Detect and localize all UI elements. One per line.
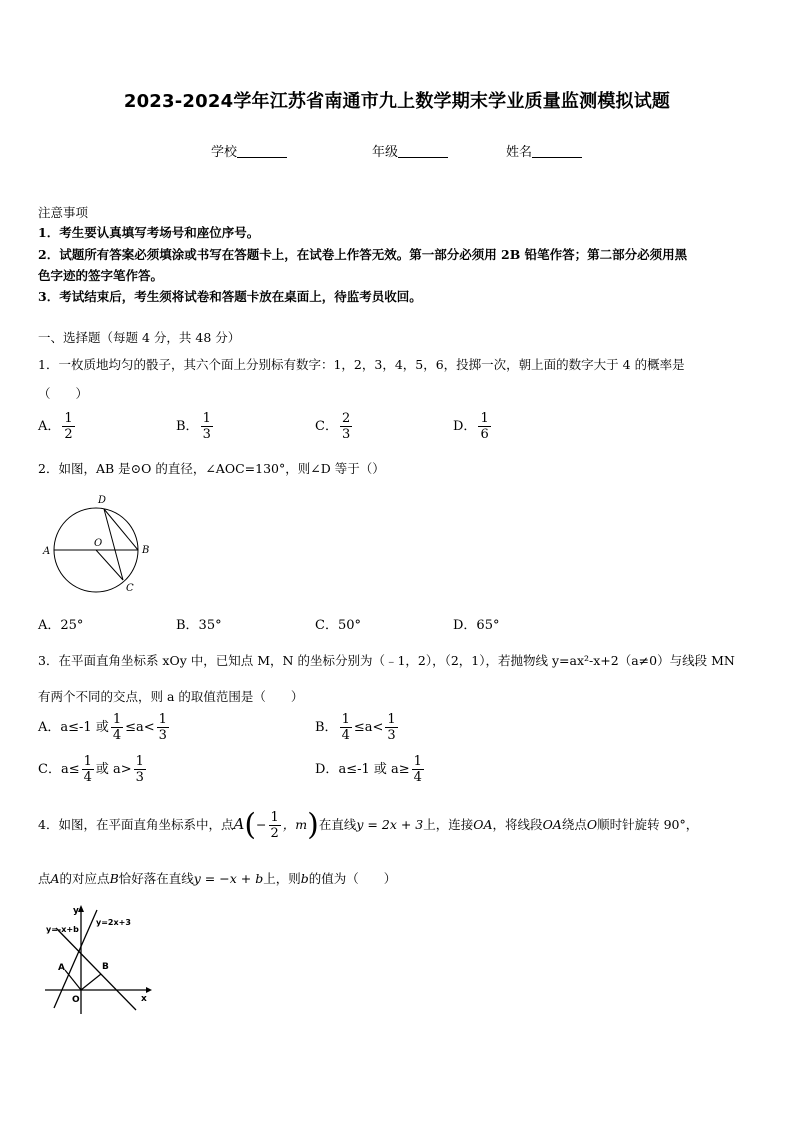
note-item-2-cont: 色字迹的签字笔作答。 [38,268,164,283]
label-line-b: y=2x+3 [96,918,131,927]
fraction: $\frac{1}{4}$ [341,712,350,743]
line-neg-x-plus-b [56,928,136,1010]
circle-figure [38,490,158,596]
label-o: O [72,995,80,1005]
notes-heading: 注意事项 [38,205,89,220]
fraction: $\frac{1}{2}$ [64,411,73,442]
fraction: $\frac{1}{4}$ [83,754,92,785]
y-arrow-icon [78,905,84,912]
q2-option-a[interactable]: A．25° [38,618,84,633]
q2-option-d[interactable]: D．65° [453,618,500,633]
label-y: y [73,906,79,916]
school-blank[interactable] [237,144,287,158]
segment-ob [81,974,101,990]
name-label: 姓名 [506,145,533,160]
coordinate-figure [40,902,155,1020]
q3-option-c[interactable]: C．a≤ $\frac{1}{4}$ 或 a> $\frac{1}{3}$ [38,754,144,785]
grade-label: 年级 [372,145,399,160]
fraction: $\frac{1}{3}$ [387,712,396,743]
note-item-3: 3．考试结束后，考生须将试卷和答题卡放在桌面上，待监考员收回。 [38,289,422,304]
q3-text-line1: 3．在平面直角坐标系 xOy 中，已知点 M，N 的坐标分别为（﹣1，2），（2，1），若抛物线 y=ax²-x+2（a≠0）与线段 MN [38,653,735,668]
q3-text-line2: 有两个不同的交点，则 a 的取值范围是（ ） [38,689,304,704]
label-x: x [141,994,147,1004]
label-b: B [142,545,150,556]
label-o: O [94,538,103,549]
name-blank[interactable] [532,144,582,158]
q3-option-d[interactable]: D．a≤-1 或 a≥ $\frac{1}{4}$ [315,754,422,785]
q1-text: 1．一枚质地均匀的骰子，其六个面上分别标有数字：1，2，3，4，5，6，投掷一次，朝上面的数字大于 4 的概率是 [38,357,685,372]
q3-option-a[interactable]: A．a≤-1 或 $\frac{1}{4}$ ≤a< $\frac{1}{3}$ [38,712,167,743]
label-a: A [58,963,65,973]
q3-option-b[interactable]: B． $\frac{1}{4}$ ≤a< $\frac{1}{3}$ [315,712,396,743]
q2-option-c[interactable]: C．50° [315,618,361,633]
fraction: $\frac{1}{3}$ [135,754,144,785]
x-arrow-icon [146,987,152,993]
label-a: A [43,546,51,557]
fraction: $\frac{1}{2}$ [270,810,279,841]
q1-paren: （ ） [38,386,89,401]
fraction: $\frac{2}{3}$ [341,411,351,442]
note-item-1: 1．考生要认真填写考场号和座位序号。 [38,225,260,240]
segment-oa [65,970,81,990]
q1-option-b[interactable]: B． $\frac{1}{3}$ [176,411,211,442]
name-field[interactable] [506,141,582,160]
grade-blank[interactable] [398,144,448,158]
label-d: D [98,495,107,506]
q2-text: 2．如图，AB 是⊙O 的直径，∠AOC=130°，则∠D 等于（） [38,461,385,476]
q4-text-line1: 4．如图，在平面直角坐标系中，点A(− $\frac{1}{2}$ ，m)在直线y = 2x + 3上，连接OA，将线段OA绕点O顺时针旋转 90°， [38,807,699,843]
label-line-a: y=-x+b [46,925,79,934]
fraction: $\frac{1}{6}$ [480,411,489,442]
grade-field[interactable] [372,141,448,160]
q1-option-a[interactable]: A． $\frac{1}{2}$ [38,411,73,442]
section-heading: 一、选择题（每题 4 分，共 48 分） [38,330,241,345]
school-field[interactable] [211,141,287,160]
fraction: $\frac{1}{3}$ [202,411,211,442]
label-b: B [102,962,109,972]
q2-option-b[interactable]: B．35° [176,618,222,633]
q4-text-line2: 点A的对应点B恰好落在直线y = −x + b上，则b的值为（ ） [38,871,397,886]
label-c: C [126,583,134,594]
q1-option-c[interactable]: C． $\frac{2}{3}$ [315,411,351,442]
school-label: 学校 [211,145,238,160]
page-title: 2023-2024学年江苏省南通市九上数学期末学业质量监测模拟试题 [123,91,671,112]
fraction: $\frac{1}{3}$ [158,712,167,743]
fraction: $\frac{1}{4}$ [413,754,422,785]
q1-option-d[interactable]: D． $\frac{1}{6}$ [453,411,489,442]
fraction: $\frac{1}{4}$ [112,712,122,743]
note-item-2: 2．试题所有答案必须填涂或书写在答题卡上，在试卷上作答无效。第一部分必须用 2B 铅笔作答；第二部分必须用黑 [38,247,688,262]
